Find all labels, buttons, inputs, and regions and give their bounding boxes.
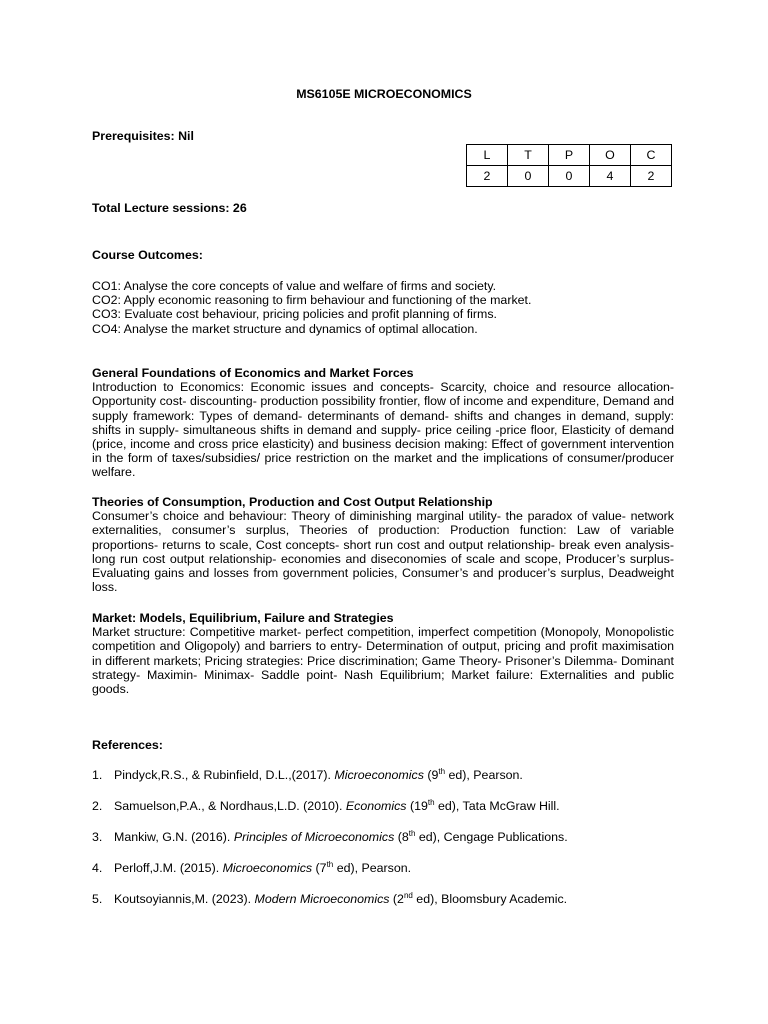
section-heading: General Foundations of Economics and Market Forces [92,366,414,380]
reference-title: Microeconomics [222,861,313,875]
total-sessions: Total Lecture sessions: 26 [92,201,247,215]
reference-edition: (8 [394,830,409,844]
syllabus-section [92,495,674,594]
reference-edition-suffix: th [438,766,446,776]
ltpoc-header-cell: C [631,145,672,166]
reference-title: Principles of Microeconomics [233,830,395,844]
reference-item [92,892,568,923]
reference-edition-suffix: th [326,859,334,869]
syllabus-section [92,366,674,480]
reference-authors: Pindyck,R.S., & Rubinfield, D.L.,(2017). [114,768,331,782]
prerequisites-label: Prerequisites: Nil [92,129,194,143]
reference-edition: (2 [389,892,404,906]
ltpoc-header-cell: T [508,145,549,166]
ltpoc-value-cell: 4 [590,166,631,187]
reference-edition: (7 [312,861,327,875]
reference-authors: Perloff,J.M. (2015). [114,861,220,875]
reference-publisher: ed), Pearson. [445,768,523,782]
ltpoc-header-row [467,145,672,166]
ltpoc-value-cell: 2 [631,166,672,187]
reference-publisher: ed), Bloomsbury Academic. [412,892,568,906]
course-outcome-item: CO3: Evaluate cost behaviour, pricing policies and profit planning of firms. [92,307,497,322]
course-outcomes-list [92,279,531,336]
section-heading: Market: Models, Equilibrium, Failure and Strategies [92,611,394,625]
reference-publisher: ed), Pearson. [333,861,412,875]
reference-title: Economics [345,799,407,813]
reference-edition: (19 [406,799,428,813]
reference-publisher: ed), Cengage Publications. [415,830,568,844]
reference-edition-suffix: th [427,797,435,807]
reference-authors: Mankiw, G.N. (2016). [114,830,231,844]
ltpoc-value-cell: 2 [467,166,508,187]
ltpoc-value-cell: 0 [508,166,549,187]
reference-authors: Samuelson,P.A., & Nordhaus,L.D. (2010). [114,799,343,813]
syllabus-section [92,611,674,696]
section-body: Consumer’s choice and behaviour: Theory of diminishing marginal utility- the paradox of value- network externalities, consumer’s surplus, Theories of production: Production function: Law of variable proportions- returns to scale, Cost concepts- short run cost and output relationship- break even analysis- long run cost output relationship- economies and diseconomies of scale and scope, Producer’s surplus- Evaluating gains and losses from government policies, Consumer’s and producer’s surplus, Deadweight loss. [92,509,674,595]
course-outcomes-heading: Course Outcomes: [92,248,203,262]
reference-publisher: ed), Tata McGraw Hill. [434,799,560,813]
ltpoc-value-cell: 0 [549,166,590,187]
reference-number: 1. [92,768,103,782]
reference-authors: Koutsoyiannis,M. (2023). [114,892,252,906]
references-heading: References: [92,738,163,752]
ltpoc-header-cell: O [590,145,631,166]
reference-number: 4. [92,861,103,875]
references-list [92,768,568,923]
reference-number: 3. [92,830,103,844]
page-title: MS6105E MICROECONOMICS [296,87,472,101]
course-outcome-item: CO4: Analyse the market structure and dynamics of optimal allocation. [92,321,478,336]
reference-item [92,799,568,830]
reference-item [92,768,568,799]
reference-item [92,861,568,892]
course-outcome-item: CO1: Analyse the core concepts of value and welfare of firms and society. [92,279,497,293]
reference-title: Microeconomics [334,768,424,782]
ltpoc-header-cell: L [467,145,508,166]
course-outcome-item: CO2: Apply economic reasoning to firm behaviour and functioning of the market. [92,293,532,308]
ltpoc-table [466,144,672,187]
section-body: Market structure: Competitive market- perfect competition, imperfect competition (Monopoly, Monopolistic competition and Oligopoly) and barriers to entry- Determination of output, pricing and profit maximisation in different markets; Pricing strategies: Price discrimination; Game Theory- Prisoner’s Dilemma- Dominant strategy- Maximin- Minimax- Saddle point- Nash Equilibrium; Market failure: Externalities and public goods. [92,625,674,697]
ltpoc-value-row [467,166,672,187]
reference-title: Modern Microeconomics [254,892,390,906]
section-heading: Theories of Consumption, Production and Cost Output Relationship [92,495,493,509]
reference-item [92,830,568,861]
reference-edition-suffix: th [408,828,416,838]
reference-number: 5. [92,892,103,906]
reference-edition-suffix: nd [403,890,413,900]
ltpoc-header-cell: P [549,145,590,166]
section-body: Introduction to Economics: Economic issues and concepts- Scarcity, choice and resource allocation- Opportunity cost- discounting- production possibility frontier, flow of income and expenditure, Demand and supply framework: Types of demand- determinants of demand- shifts and changes in demand, supply: shifts in supply- simultaneous shifts in demand and supply- price ceiling -price floor, Elasticity of demand (price, income and cross price elasticity) and business decision making: Effect of government intervention in the form of taxes/subsidies/ price restriction on the market and the implications of consumer/producer welfare. [92,380,674,480]
reference-edition: (9 [423,768,439,782]
reference-number: 2. [92,799,103,813]
